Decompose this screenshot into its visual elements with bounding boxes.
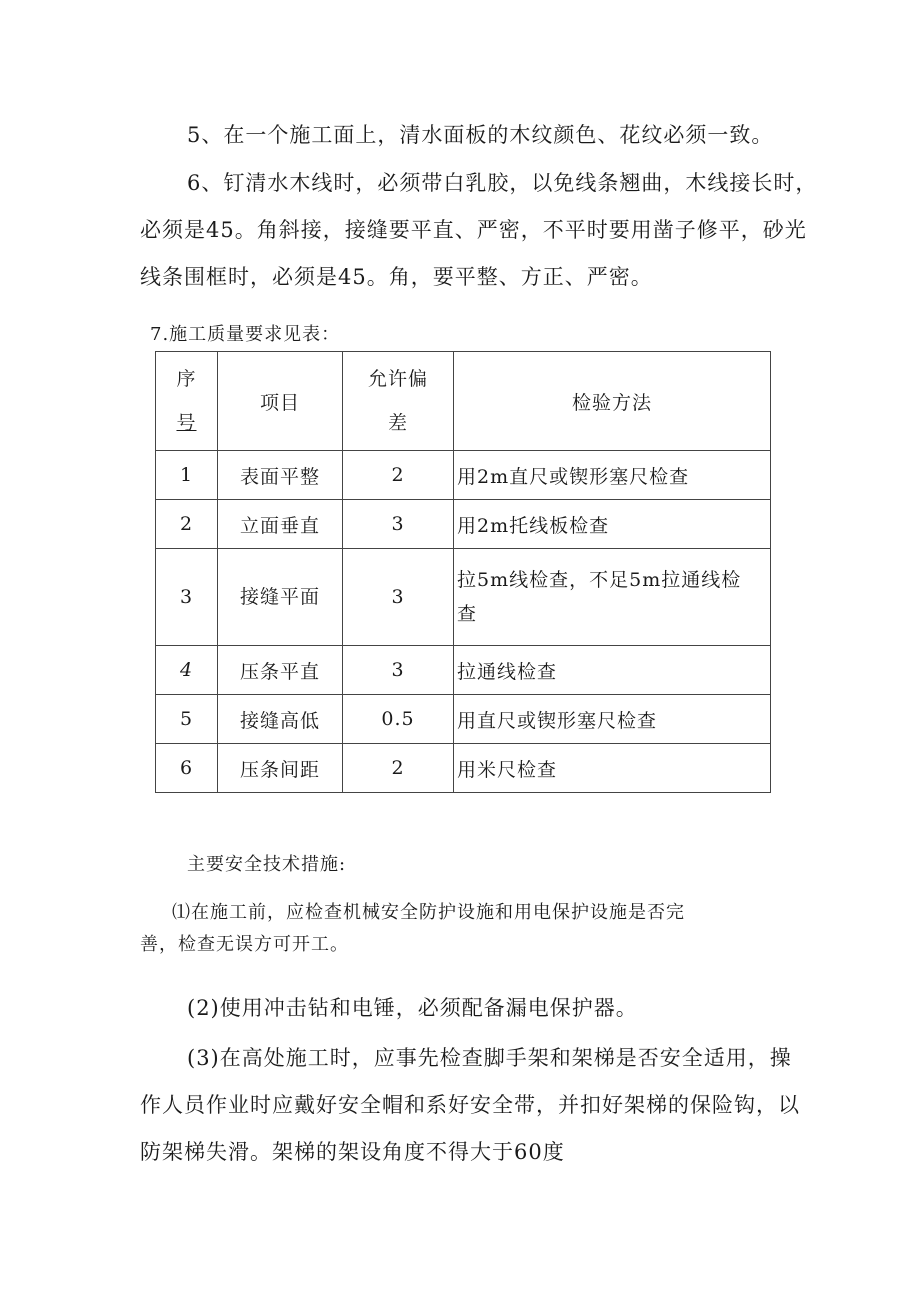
cell-item: 立面垂直 <box>218 500 343 549</box>
safety-heading-text: 主要安全技术措施: <box>187 854 347 875</box>
safety-item-3-line-2: 作人员作业时应戴好安全帽和系好安全带，并扣好架梯的保险钩，以 <box>140 1093 800 1117</box>
table-title-text: 7.施工质量要求见表： <box>150 324 341 345</box>
cell-tolerance: 0.5 <box>343 695 454 744</box>
table-row <box>156 744 771 793</box>
cell-item: 压条间距 <box>218 744 343 793</box>
cell-no: 4 <box>156 646 218 695</box>
cell-item: 接缝高低 <box>218 695 343 744</box>
safety-heading <box>187 845 346 885</box>
paragraph-6-line-3: 线条围框时，必须是45。角，要平整、方正、严密。 <box>140 265 653 289</box>
safety-item-2-text: (2)使用冲击钻和电锤，必须配备漏电保护器。 <box>187 996 638 1020</box>
cell-method: 用米尺检查 <box>454 744 771 793</box>
quality-requirements-table <box>155 351 771 793</box>
cell-item: 压条平直 <box>218 646 343 695</box>
header-tolerance <box>343 352 454 451</box>
cell-tolerance: 3 <box>343 500 454 549</box>
paragraph-5 <box>187 112 773 159</box>
cell-method-line-2: 查 <box>457 603 478 625</box>
cell-tolerance: 3 <box>343 549 454 646</box>
paragraph-6-line-2: 必须是45。角斜接，接缝要平直、严密，不平时要用凿子修平，砂光 <box>140 218 807 242</box>
paragraph-6-line-1: 6、钉清水木线时，必须带白乳胶，以免线条翘曲，木线接长时， <box>187 171 818 195</box>
header-method: 检验方法 <box>454 352 771 451</box>
paragraph-5-text: 5、在一个施工面上，清水面板的木纹颜色、花纹必须一致。 <box>187 123 774 147</box>
cell-method <box>454 549 771 646</box>
cell-no: 3 <box>156 549 218 646</box>
table-header-row <box>156 352 771 451</box>
table-title <box>150 315 340 355</box>
cell-no: 6 <box>156 744 218 793</box>
table-row <box>156 500 771 549</box>
cell-method: 用2m直尺或锲形塞尺检查 <box>454 451 771 500</box>
table-row <box>156 695 771 744</box>
paragraph-6 <box>140 160 817 301</box>
cell-item: 表面平整 <box>218 451 343 500</box>
safety-item-2 <box>187 985 638 1032</box>
cell-tolerance: 2 <box>343 451 454 500</box>
header-seq-line-1: 序 <box>176 368 197 390</box>
header-tolerance-line-2: 差 <box>387 412 408 434</box>
cell-no: 5 <box>156 695 218 744</box>
safety-item-3 <box>140 1035 800 1176</box>
safety-item-1 <box>140 897 685 961</box>
cell-method-line-1: 拉5m线检查，不足5m拉通线检 <box>457 569 742 591</box>
safety-item-1-line-2: 善，检查无误方可开工。 <box>140 934 349 955</box>
cell-method: 用直尺或锲形塞尺检查 <box>454 695 771 744</box>
table-row <box>156 451 771 500</box>
table-row <box>156 646 771 695</box>
header-seq-line-2: 号 <box>176 412 197 434</box>
cell-item: 接缝平面 <box>218 549 343 646</box>
header-seq <box>156 352 218 451</box>
cell-tolerance: 2 <box>343 744 454 793</box>
table-row <box>156 549 771 646</box>
cell-no: 2 <box>156 500 218 549</box>
safety-item-1-line-1: ⑴在施工前，应检查机械安全防护设施和用电保护设施是否完 <box>172 902 685 923</box>
cell-method: 拉通线检查 <box>454 646 771 695</box>
safety-item-3-line-1: (3)在高处施工时，应事先检查脚手架和架梯是否安全适用，操 <box>187 1046 792 1070</box>
header-item: 项目 <box>218 352 343 451</box>
cell-tolerance: 3 <box>343 646 454 695</box>
cell-no: 1 <box>156 451 218 500</box>
cell-method: 用2m托线板检查 <box>454 500 771 549</box>
safety-item-3-line-3: 防架梯失滑。架梯的架设角度不得大于60度 <box>140 1140 565 1164</box>
header-tolerance-line-1: 允许偏 <box>367 368 428 390</box>
